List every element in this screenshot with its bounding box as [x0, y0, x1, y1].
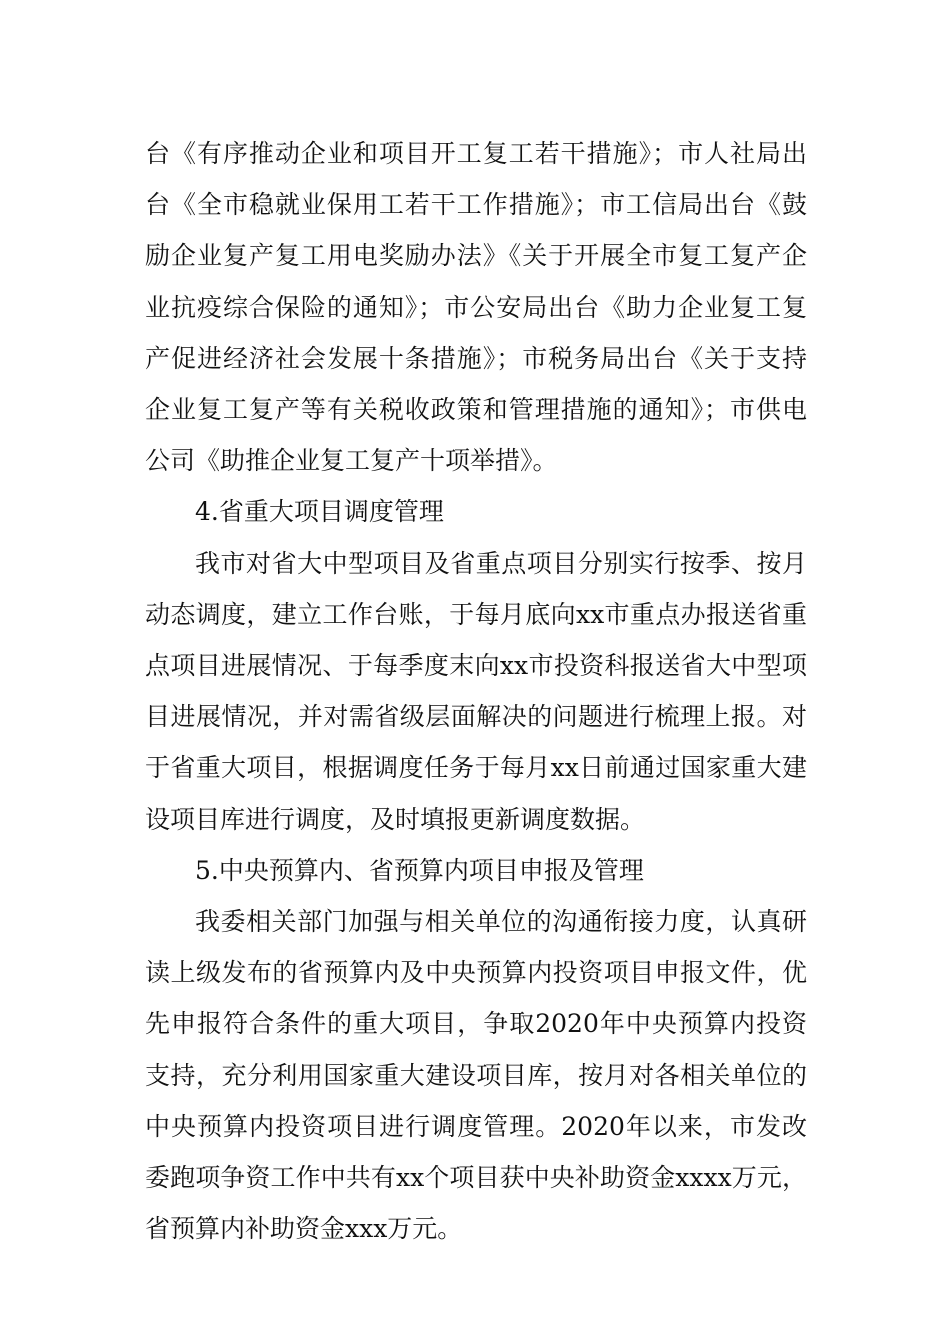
section-4-body: 我市对省大中型项目及省重点项目分别实行按季、按月动态调度，建立工作台账，于每月底向xx市重点办报送省重点项目进展情况、于每季度末向xx市投资科报送省大中型项目进展情况，并对需省级层面解决的问题进行梳理上报。对于省重大项目，根据调度任务于每月xx日前通过国家重大建设项目库进行调度，及时填报更新调度数据。 — [145, 548, 807, 834]
intro-paragraph: 台《有序推动企业和项目开工复工若干措施》；市人社局出台《全市稳就业保用工若干工作措施》；市工信局出台《鼓励企业复产复工用电奖励办法》《关于开展全市复工复产企业抗疫综合保险的通知》；市公安局出台《助力企业复工复产促进经济社会发展十条措施》；市税务局出台《关于支持企业复工复产等有关税收政策和管理措施的通知》；市供电公司《助推企业复工复产十项举措》。 — [145, 139, 807, 476]
section-5-body: 我委相关部门加强与相关单位的沟通衔接力度，认真研读上级发布的省预算内及中央预算内投资项目申报文件，优先申报符合条件的重大项目，争取2020年中央预算内投资支持，充分利用国家重大建设项目库，按月对各相关单位的中央预算内投资项目进行调度管理。2020年以来，市发改委跑项争资工作中共有xx个项目获中央补助资金xxxx万元，省预算内补助资金xxx万元。 — [145, 907, 807, 1244]
section-4-heading: 4.省重大项目调度管理 — [195, 497, 444, 527]
document-body — [145, 128, 807, 1254]
section-5-heading: 5.中央预算内、省预算内项目申报及管理 — [195, 855, 644, 885]
